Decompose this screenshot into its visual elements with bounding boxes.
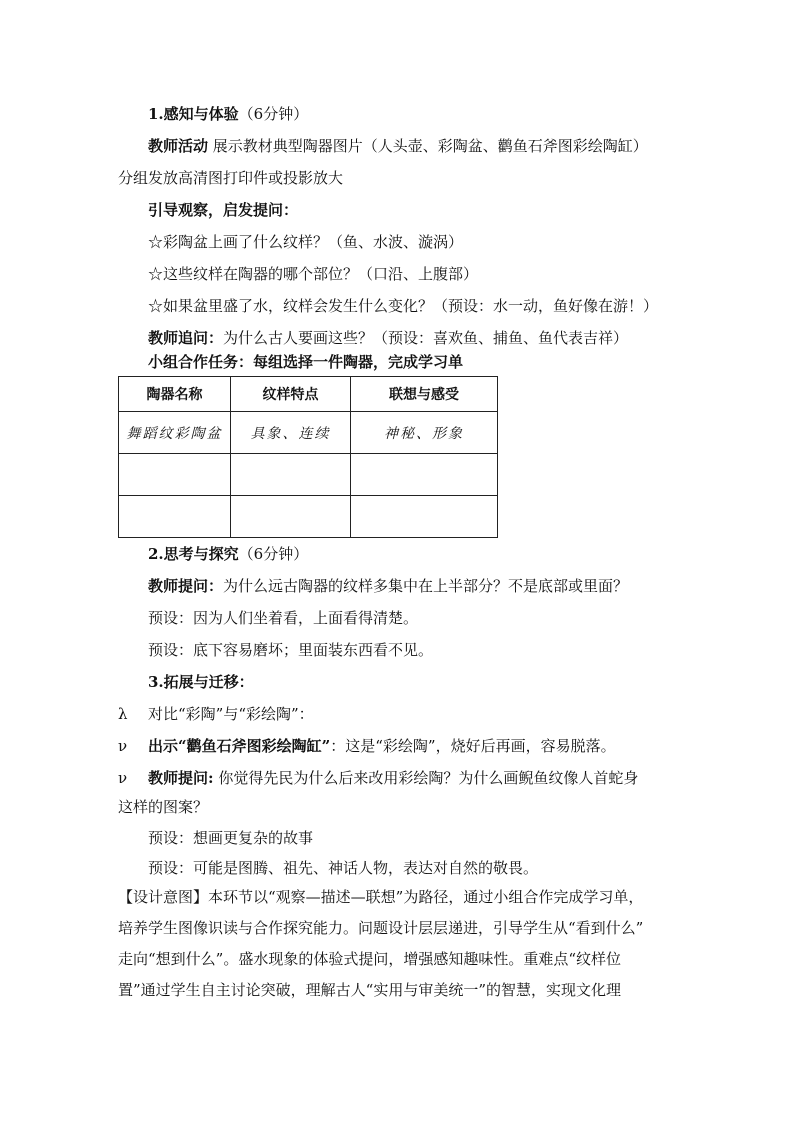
bullet-3-line <box>148 768 638 788</box>
group-task-heading: 小组合作任务：每组选择一件陶器，完成学习单 <box>148 353 464 371</box>
question-1: ☆彩陶盆上画了什么纹样？（鱼、水波、漩涡） <box>148 233 464 251</box>
section3-preset-2: 预设：可能是图腾、祖先、神话人物，表达对自然的敬畏。 <box>148 859 539 877</box>
followup-line <box>148 328 628 348</box>
teacher-activity-cont: 分组发放高清图打印件或投影放大 <box>118 169 344 187</box>
bullet-3-label: 教师提问: <box>148 769 214 787</box>
teacher-activity-line <box>148 136 648 156</box>
table-row <box>119 412 498 454</box>
table-cell: 舞蹈纹彩陶盆 <box>119 412 231 454</box>
table-cell: 具象、连续 <box>231 412 351 454</box>
section3-preset-1: 预设：想画更复杂的故事 <box>148 829 314 847</box>
followup-label: 教师追问： <box>148 329 224 347</box>
teacher-activity-label: 教师活动 <box>148 137 209 155</box>
section2-title: 2.思考与探究 <box>148 545 239 563</box>
learning-sheet-table <box>118 376 498 538</box>
design-intent-line: 【设计意图】本环节以“观察—描述—联想”为路径，通过小组合作完成学习单， <box>118 888 644 906</box>
table-cell <box>119 454 231 496</box>
section2-time: （6分钟） <box>238 545 309 563</box>
table-cell <box>231 454 351 496</box>
design-intent-line: 置”通过学生自主讨论突破，理解古人“实用与审美统一”的智慧，实现文化理 <box>118 981 622 999</box>
design-intent-line: 培养学生图像识读与合作探究能力。问题设计层层递进，引导学生从“看到什么” <box>118 919 644 937</box>
section1-heading <box>148 104 308 124</box>
table-cell <box>351 496 498 538</box>
table-header-cell: 联想与感受 <box>351 377 498 412</box>
bullet-2-text: ：这是“彩绘陶”，烧好后再画，容易脱落。 <box>330 737 616 755</box>
design-intent-line: 走向“想到什么”。盛水现象的体验式提问，增强感知趣味性。重难点“纹样位 <box>118 950 622 968</box>
section1-time: （6分钟） <box>238 105 309 123</box>
table-cell <box>351 454 498 496</box>
table-row <box>119 496 498 538</box>
section1-title: 1.感知与体验 <box>148 105 239 123</box>
bullet-lambda-icon: λ <box>118 705 128 723</box>
table-header-row <box>119 377 498 412</box>
bullet-2-label: 出示“鹳鱼石斧图彩绘陶缸” <box>148 737 331 755</box>
table-cell <box>119 496 231 538</box>
bullet-3-cont: 这样的图案？ <box>118 798 209 816</box>
question-2: ☆这些纹样在陶器的哪个部位？（口沿、上腹部） <box>148 265 479 283</box>
section2-heading <box>148 544 308 564</box>
bullet-2-line <box>148 736 616 756</box>
table-cell: 神秘、形象 <box>351 412 498 454</box>
followup-text: 为什么古人要画这些？（预设：喜欢鱼、捕鱼、鱼代表吉祥） <box>223 329 629 347</box>
table-header-cell: 陶器名称 <box>119 377 231 412</box>
section2-preset-1: 预设：因为人们坐着看，上面看得清楚。 <box>148 609 419 627</box>
section2-question-line <box>148 576 628 596</box>
question-3: ☆如果盆里盛了水，纹样会发生什么变化？（预设：水一动，鱼好像在游！） <box>148 297 659 315</box>
table-row <box>119 454 498 496</box>
section2-teacher-label: 教师提问： <box>148 577 224 595</box>
table-header-cell: 纹样特点 <box>231 377 351 412</box>
table-cell <box>231 496 351 538</box>
bullet-3-text: 你觉得先民为什么后来改用彩绘陶？为什么画鲵鱼纹像人首蛇身 <box>218 769 639 787</box>
section3-heading: 3.拓展与迁移： <box>148 673 254 691</box>
teacher-activity-text: 展示教材典型陶器图片（人头壶、彩陶盆、鹳鱼石斧图彩绘陶缸） <box>212 137 648 155</box>
bullet-nu-icon: ν <box>118 737 128 755</box>
section2-preset-2: 预设：底下容易磨坏；里面装东西看不见。 <box>148 641 434 659</box>
guide-heading: 引导观察，启发提问： <box>148 201 299 219</box>
bullet-1-text: 对比“彩陶”与“彩绘陶”： <box>148 705 314 723</box>
bullet-nu-icon: ν <box>118 769 128 787</box>
section2-teacher-text: 为什么远古陶器的纹样多集中在上半部分？不是底部或里面？ <box>223 577 629 595</box>
